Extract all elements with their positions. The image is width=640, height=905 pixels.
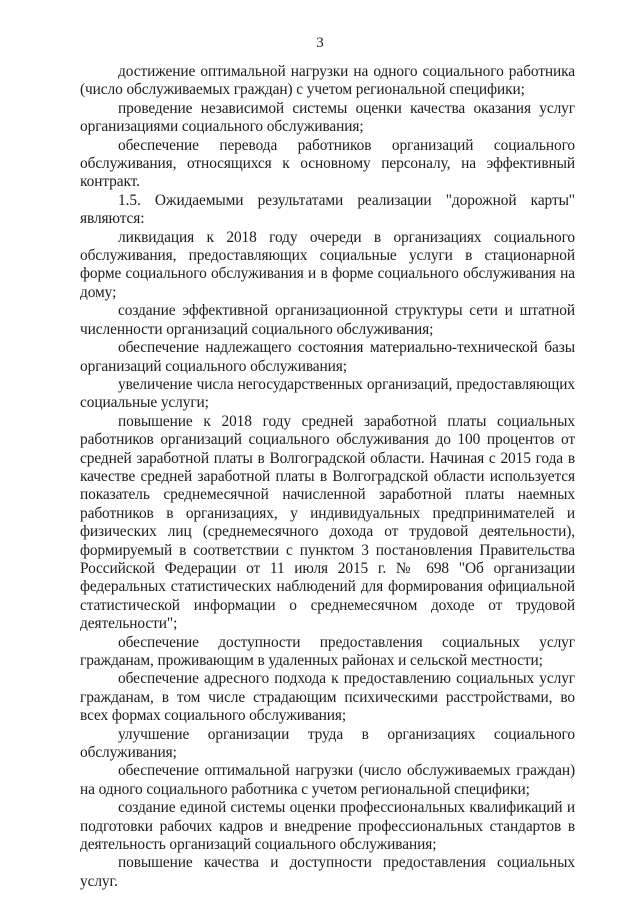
paragraph-independent-assessment: проведение независимой системы оценки качества оказания услуг организациями социального обслуживания; [80,99,575,136]
paragraph-salary-increase: повышение к 2018 году средней заработной платы социальных работников организаций социального обслуживания до 100 процентов от средней заработной платы в Волгоградской области. Начиная с 2015 года в качестве средней заработной платы в Волгоградской области используется показатель среднемесячной начисленной заработной платы наемных работников в организациях, у индивидуальных предпринимателей и физических лиц (среднемесячного дохода от трудовой деятельности), формируемый в соответствии с пунктом 3 постановления Правительства Российской Федерации от 11 июля 2015 г. № 698 "Об организации федеральных статистических наблюдений для формирования официальной статистической информации о среднемесячном доходе от трудовой деятельности"; [80,412,575,633]
page-number: 3 [316,35,324,51]
paragraph-optimal-load: достижение оптимальной нагрузки на одного социального работника (число обслуживаемых граждан) с учетом региональной специфики; [80,63,575,99]
paragraph-expected-results-heading: 1.5. Ожидаемыми результатами реализации "дорожной карты" являются: [80,191,575,228]
paragraph-qualification-system: создание единой системы оценки профессиональных квалификаций и подготовки рабочих кадров и внедрение профессиональных стандартов в деятельность организаций социального обслуживания; [80,799,575,854]
paragraph-optimal-load-2: обеспечение оптимальной нагрузки (число обслуживаемых граждан) на одного социального работника с учетом региональной специфики; [80,762,575,798]
paragraph-material-base: обеспечение надлежащего состояния материально-технической базы организаций социального обслуживания; [80,339,575,375]
paragraph-effective-contract: обеспечение перевода работников организаций социального обслуживания, относящихся к основному персоналу, на эффективный контракт. [80,136,575,191]
paragraph-labor-organization: улучшение организации труда в организациях социального обслуживания; [80,725,575,762]
paragraph-service-accessibility: обеспечение доступности предоставления социальных услуг гражданам, проживающим в удаленных районах и сельской местности; [80,633,575,669]
paragraph-queue-elimination: ликвидация к 2018 году очереди в организациях социального обслуживания, предоставляющих социальные услуги в стационарной форме социального обслуживания и в форме социального обслуживания на дому; [80,228,575,301]
paragraph-non-state-organizations: увеличение числа негосударственных организаций, предоставляющих социальные услуги; [80,375,575,412]
paragraph-network-structure: создание эффективной организационной структуры сети и штатной численности организаций социального обслуживания; [80,302,575,338]
paragraph-targeted-approach: обеспечение адресного подхода к предоставлению социальных услуг гражданам, в том числе страдающим психическими расстройствами, во всех формах социального обслуживания; [80,670,575,725]
paragraph-quality-improvement: повышение качества и доступности предоставления социальных услуг. [80,854,575,890]
document-body [80,63,575,891]
